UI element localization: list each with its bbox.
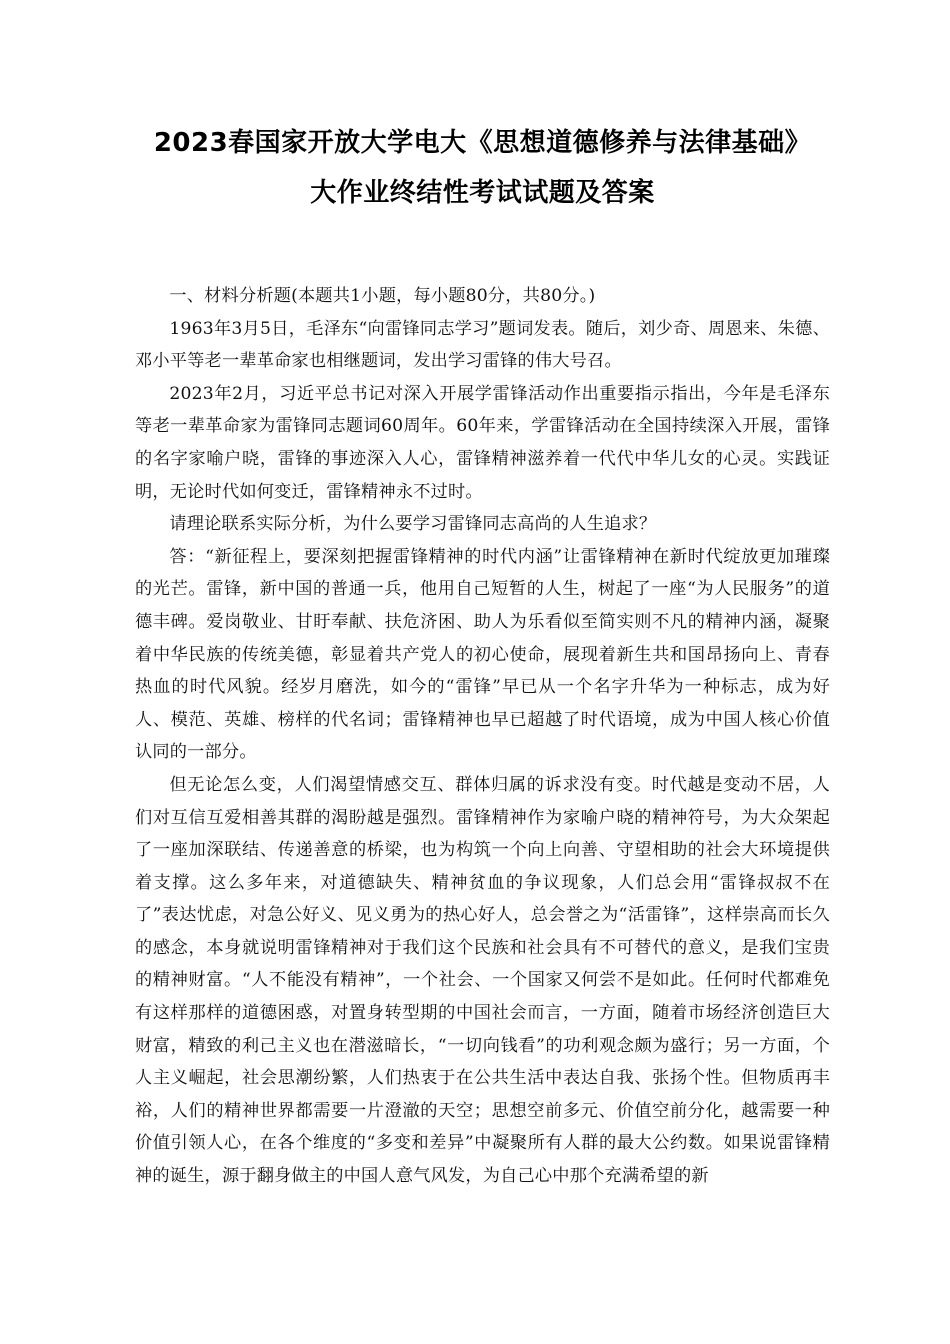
title-line-2: 大作业终结性考试试题及答案 [310, 178, 655, 208]
material-paragraph-2: 2023年2月，习近平总书记对深入开展学雷锋活动作出重要指示指出，今年是毛泽东等老一辈革命家为雷锋同志题词60周年。60年来，学雷锋活动在全国持续深入开展，雷锋的名字家喻户晓，雷锋的事迹深入人心，雷锋精神滋养着一代代中华儿女的心灵。实践证明，无论时代如何变迁，雷锋精神永不过时。 [135, 383, 830, 502]
question-paragraph: 请理论联系实际分析，为什么要学习雷锋同志高尚的人生追求？ [169, 514, 657, 535]
answer-paragraph-2: 但无论怎么变，人们渴望情感交互、群体归属的诉求没有变。时代越是变动不居，人们对互信互爱相善其群的渴盼越是强烈。雷锋精神作为家喻户晓的精神符号，为大众架起了一座加深联结、传递善意的桥梁，也为构筑一个向上向善、守望相助的社会大环境提供着支撑。这么多年来，对道德缺失、精神贫血的争议现象，人们总会用“雷锋叔叔不在了”表达忧虑，对急公好义、见义勇为的热心好人，总会誉之为“活雷锋”，这样崇高而长久的感念，本身就说明雷锋精神对于我们这个民族和社会具有不可替代的意义，是我们宝贵的精神财富。“人不能没有精神”，一个社会、一个国家又何尝不是如此。任何时代都难免有这样那样的道德困惑，对置身转型期的中国社会而言，一方面，随着市场经济创造巨大财富，精致的利己主义也在潜滋暗长，“一切向钱看”的功利观念颇为盛行；另一方面，个人主义崛起，社会思潮纷繁，人们热衷于在公共生活中表达自我、张扬个性。但物质再丰裕，人们的精神世界都需要一片澄澈的天空；思想空前多元、价值空前分化，越需要一种价值引领人心，在各个维度的“多变和差异”中凝聚所有人群的最大公约数。如果说雷锋精神的诞生，源于翻身做主的中国人意气风发，为自己心中那个充满希望的新 [135, 774, 830, 1187]
material-paragraph-1: 1963年3月5日，毛泽东“向雷锋同志学习”题词发表。随后，刘少奇、周恩来、朱德、邓小平等老一辈革命家也相继题词，发出学习雷锋的伟大号召。 [135, 318, 830, 372]
document-title [135, 118, 830, 218]
document-body [135, 280, 830, 1193]
answer-paragraph-1: 答：“新征程上，要深刻把握雷锋精神的时代内涵”让雷锋精神在新时代绽放更加璀璨的光芒。雷锋，新中国的普通一兵，他用自己短暂的人生，树起了一座“为人民服务”的道德丰碑。爱岗敬业、甘盱奉献、扶危济困、助人为乐看似至简实则不凡的精神内涵，凝聚着中华民族的传统美德，彰显着共产党人的初心使命，展现着新生共和国昂扬向上、青春热血的时代风貌。经岁月磨洗，如今的“雷锋”早已从一个名字升华为一种标志，成为好人、模范、英雄、榜样的代名词；雷锋精神也早已超越了时代语境，成为中国人核心价值认同的一部分。 [135, 546, 830, 763]
title-line-1: 2023春国家开放大学电大《思想道德修养与法律基础》 [153, 128, 812, 158]
section-heading: 一、材料分析题(本题共1小题，每小题80分，共80分。) [169, 286, 596, 306]
